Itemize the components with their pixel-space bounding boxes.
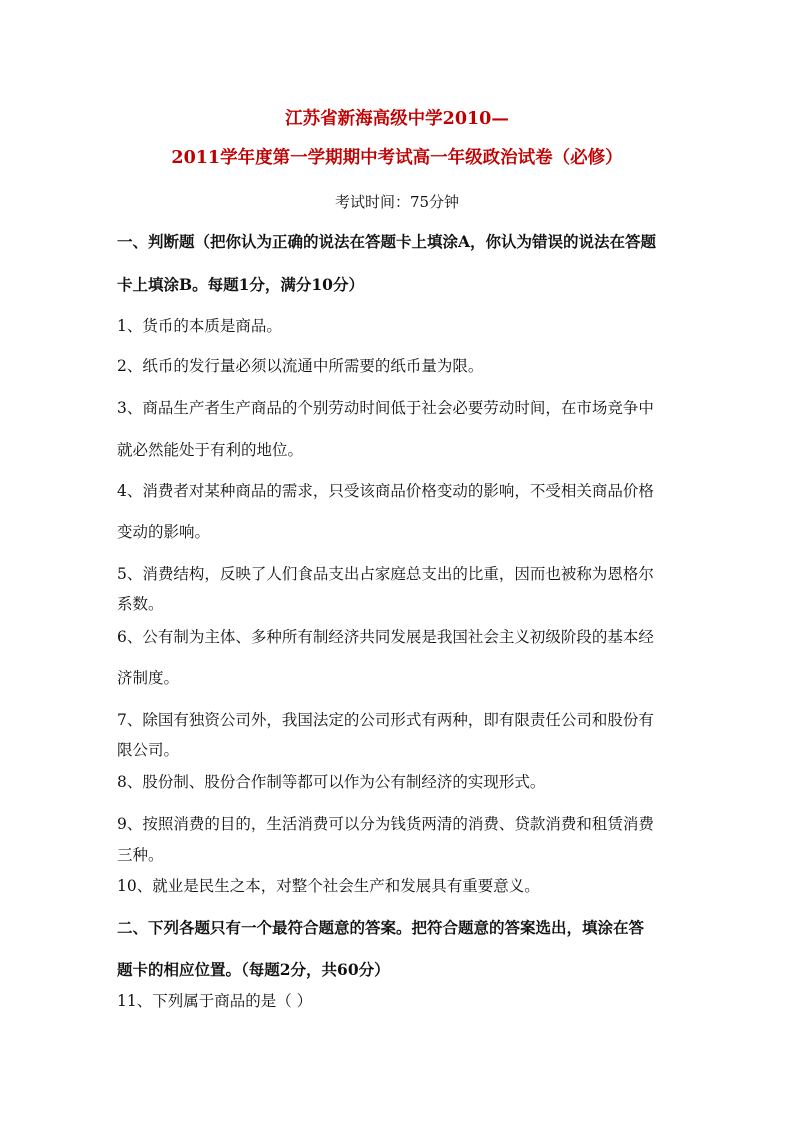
title-line-1: 江苏省新海高级中学2010— bbox=[285, 109, 509, 129]
question-5-cont: 系数。 bbox=[117, 595, 164, 613]
title-line-2: 2011学年度第一学期期中考试高一年级政治试卷（必修） bbox=[171, 148, 623, 168]
question-9-cont: 三种。 bbox=[117, 846, 164, 864]
question-7: 7、除国有独资公司外，我国法定的公司形式有两种，即有限责任公司和股份有 bbox=[117, 711, 654, 729]
question-8: 8、股份制、股份合作制等都可以作为公有制经济的实现形式。 bbox=[117, 773, 546, 791]
question-2: 2、纸币的发行量必须以流通中所需要的纸币量为限。 bbox=[117, 357, 484, 375]
question-3: 3、商品生产者生产商品的个别劳动时间低于社会必要劳动时间，在市场竞争中 bbox=[117, 399, 654, 417]
question-1: 1、货币的本质是商品。 bbox=[117, 317, 282, 335]
question-11: 11、下列属于商品的是（ ） bbox=[117, 992, 313, 1010]
question-5: 5、消费结构，反映了人们食品支出占家庭总支出的比重，因而也被称为恩格尔 bbox=[117, 565, 654, 583]
section1-heading: 一、判断题（把你认为正确的说法在答题卡上填涂A，你认为错误的说法在答题 bbox=[117, 232, 657, 251]
section2-heading: 二、下列各题只有一个最符合题意的答案。把符合题意的答案选出，填涂在答 bbox=[117, 918, 645, 937]
question-3-cont: 就必然能处于有利的地位。 bbox=[117, 441, 304, 459]
question-7-cont: 限公司。 bbox=[117, 741, 180, 759]
question-4: 4、消费者对某种商品的需求，只受该商品价格变动的影响，不受相关商品价格 bbox=[117, 482, 654, 500]
section2-heading-cont: 题卡的相应位置。（每题2分，共60分） bbox=[117, 960, 390, 979]
question-10: 10、就业是民生之本，对整个社会生产和发展具有重要意义。 bbox=[117, 877, 540, 895]
question-4-cont: 变动的影响。 bbox=[117, 523, 211, 541]
question-6: 6、公有制为主体、多种所有制经济共同发展是我国社会主义初级阶段的基本经 bbox=[117, 628, 654, 646]
question-6-cont: 济制度。 bbox=[117, 669, 180, 687]
exam-time: 考试时间：75分钟 bbox=[334, 193, 460, 211]
question-9: 9、按照消费的目的，生活消费可以分为钱货两清的消费、贷款消费和租赁消费 bbox=[117, 815, 654, 833]
section1-heading-cont: 卡上填涂B。每题1分，满分10分） bbox=[117, 275, 364, 294]
